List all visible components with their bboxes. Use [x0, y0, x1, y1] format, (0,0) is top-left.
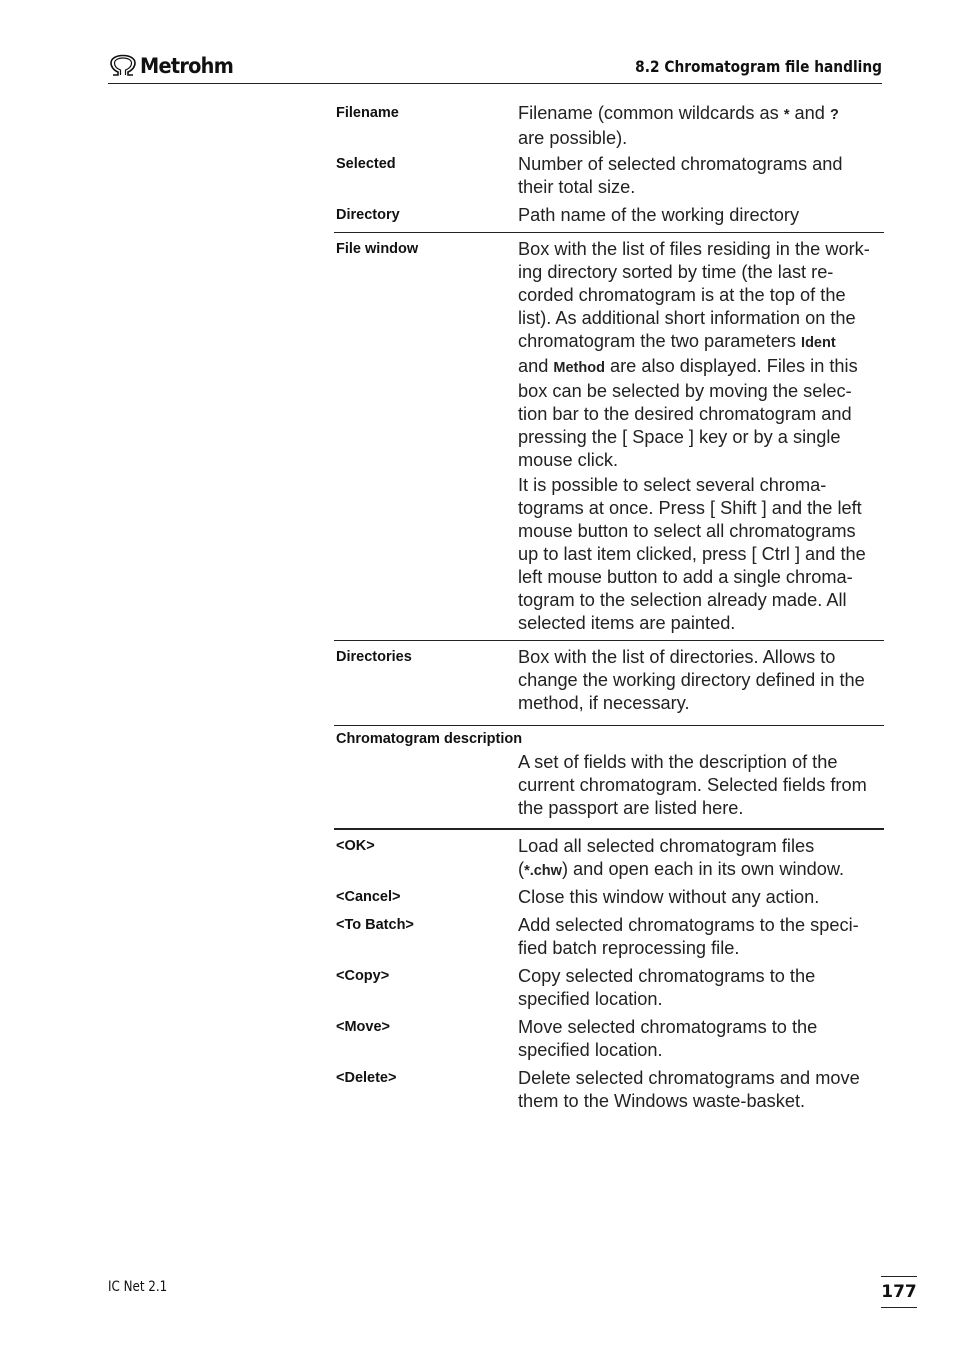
label-move-button: <Move> — [336, 1019, 390, 1035]
desc-directories: Box with the list of directories. Allows to change the working directory defined in the method, if necessary. — [518, 647, 865, 713]
desc-file-window-b: and — [518, 356, 549, 376]
desc-filename-c: are possible). — [518, 128, 628, 148]
divider — [334, 725, 884, 726]
wildcard-asterisk: * — [783, 107, 790, 123]
label-copy-button: <Copy> — [336, 968, 390, 984]
desc-file-window-2: It is possible to select several chroma- tograms at once. Press [ Shift ] and the left mouse button to select all chromatograms up to last item clicked, press [ Ctrl ] and the left mouse button to add a single chroma- togram to the selection already made. All selected items are painted. — [518, 475, 866, 633]
desc-chromatogram-description: A set of fields with the description of the current chromatogram. Selected fields from the passport are listed here. — [518, 752, 867, 818]
param-method: Method — [553, 360, 605, 376]
desc-copy-button: Copy selected chromatograms to the specified location. — [518, 966, 816, 1009]
desc-file-window-c: are also displayed. Files in this box can be selected by moving the selec- tion bar to the desired chromatogram and pressing the [ Space ] key or by a single mouse click. — [518, 356, 858, 470]
omega-icon — [108, 54, 138, 78]
page-number: 177 — [881, 1276, 917, 1308]
desc-delete-button: Delete selected chromatograms and move them to the Windows waste-basket. — [518, 1068, 860, 1111]
param-ident: Ident — [801, 335, 836, 351]
desc-ok-button — [518, 835, 884, 883]
desc-filename — [518, 102, 884, 150]
label-filename: Filename — [336, 105, 399, 121]
section-title: 8.2 Chromatogram file handling — [635, 57, 882, 76]
desc-move-button: Move selected chromatograms to the specified location. — [518, 1017, 818, 1060]
label-cancel-button: <Cancel> — [336, 889, 401, 905]
divider — [334, 640, 884, 641]
label-selected: Selected — [336, 156, 396, 172]
divider — [334, 232, 884, 233]
desc-filename-a: Filename (common wildcards as — [518, 103, 784, 123]
desc-ok-a: Load all selected chromatogram files ( — [518, 836, 815, 879]
label-chromatogram-description: Chromatogram description — [336, 731, 523, 747]
file-extension: *.chw — [524, 863, 562, 879]
desc-file-window-a: Box with the list of files residing in the work- ing directory sorted by time (the last re- corded chromatogram is at the top of the list). As additional short information on the chromatogram the two parameters — [518, 239, 870, 351]
header-divider — [108, 83, 882, 84]
label-to-batch-button: <To Batch> — [336, 917, 414, 933]
product-name: IC Net 2.1 — [108, 1279, 168, 1295]
label-ok-button: <OK> — [336, 838, 375, 854]
desc-directory: Path name of the working directory — [518, 205, 800, 225]
label-delete-button: <Delete> — [336, 1070, 397, 1086]
divider-thick — [334, 828, 884, 830]
logo-wordmark: Metrohm — [140, 54, 234, 78]
label-file-window: File window — [336, 241, 419, 257]
label-directories: Directories — [336, 649, 412, 665]
desc-ok-b: ) and open each in its own window. — [561, 859, 845, 879]
wildcard-question: ? — [829, 107, 839, 123]
label-directory: Directory — [336, 207, 400, 223]
desc-file-window — [518, 238, 884, 472]
metrohm-logo — [108, 53, 241, 79]
desc-to-batch-button: Add selected chromatograms to the speci- fied batch reprocessing file. — [518, 915, 859, 958]
desc-selected: Number of selected chromatograms and their total size. — [518, 154, 843, 197]
desc-filename-b: and — [789, 103, 830, 123]
desc-cancel-button: Close this window without any action. — [518, 887, 820, 907]
